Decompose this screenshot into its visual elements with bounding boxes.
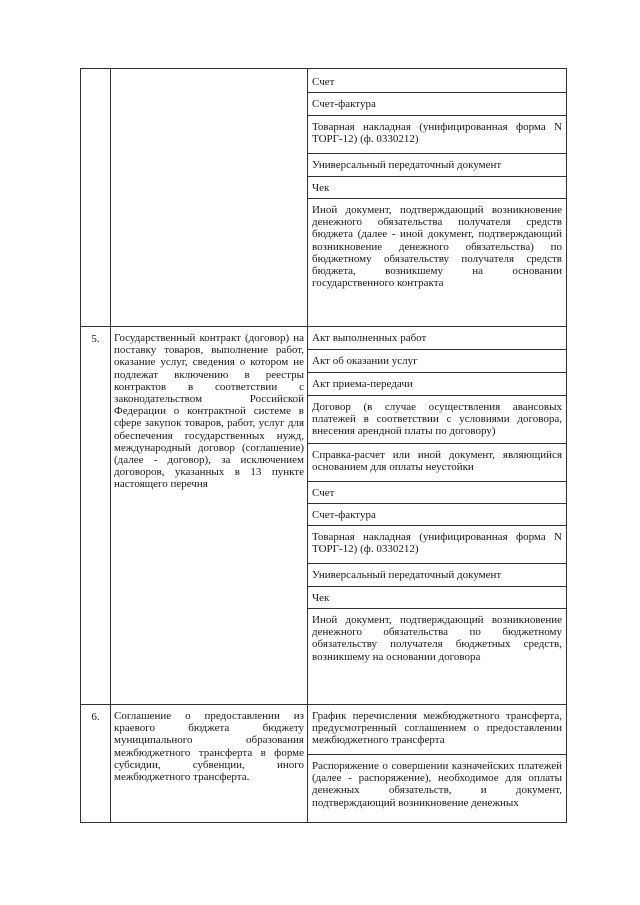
row-description: Государственный контракт (договор) на поставку товаров, выполнение работ, оказание услуг, сведения о котором не подлежат включению в реестры контрактов в соответствии с законодательством Российской Федерации о контрактной системе в сфере закупок товаров, работ, услуг для обеспечения государственных нужд, международный договор (соглашение) (далее - договор), за исключением договоров, указанных в 13 пункте настоящего перечня xyxy=(111,327,308,705)
document-item: Универсальный передаточный документ xyxy=(308,564,566,587)
table-row xyxy=(81,69,567,327)
row-description: Соглашение о предоставлении из краевого бюджета бюджету муниципального образования межбюджетного трансферта в форме субсидии, субвенции, иного межбюджетного трансферта. xyxy=(111,705,308,823)
document-item: Иной документ, подтверждающий возникновение денежного обязательства по бюджетному обязательству получателя бюджетных средств, возникшему на основании договора xyxy=(312,614,562,663)
document-item: Товарная накладная (унифицированная форма N ТОРГ-12) (ф. 0330212) xyxy=(308,526,566,564)
documents-cell xyxy=(308,327,567,705)
row-number: 5. xyxy=(81,327,111,705)
table-row xyxy=(81,705,567,823)
document-item: Чек xyxy=(308,177,566,199)
document-item: Счет xyxy=(308,482,566,504)
document-item: Счет xyxy=(308,69,566,93)
document-item: Счет-фактура xyxy=(308,504,566,526)
document-item: Универсальный передаточный документ xyxy=(308,154,566,177)
documents-cell xyxy=(308,705,567,823)
document-item: Акт выполненных работ xyxy=(308,327,566,350)
document-item: Счет-фактура xyxy=(308,93,566,116)
row-description xyxy=(111,69,308,327)
row-number: 6. xyxy=(81,705,111,823)
document-item: Распоряжение о совершении казначейских платежей (далее - распоряжение), необходимое для оплаты денежных обязательств, и документ, подтверждающий возникновение денежных xyxy=(312,760,562,809)
row-number xyxy=(81,69,111,327)
document-item: Договор (в случае осуществления авансовых платежей в соответствии с условиями договора, внесения арендной платы по договору) xyxy=(308,396,566,444)
document-item: Чек xyxy=(308,587,566,609)
document-item: Товарная накладная (унифицированная форма N ТОРГ-12) (ф. 0330212) xyxy=(308,116,566,154)
document-item: Акт приема-передачи xyxy=(308,373,566,396)
document-item: Акт об оказании услуг xyxy=(308,350,566,373)
document-item: График перечисления межбюджетного трансферта, предусмотренный соглашением о предоставлении межбюджетного трансферта xyxy=(308,705,566,755)
document-item: Справка-расчет или иной документ, являющийся основанием для оплаты неустойки xyxy=(308,444,566,482)
table-row xyxy=(81,327,567,705)
documents-table xyxy=(80,68,567,823)
document-item: Иной документ, подтверждающий возникновение денежного обязательства получателя средств бюджета (далее - иной документ, подтверждающий возникновение денежного обязательства) по бюджетному обязательству получателя средств бюджета, возникшему на основании государственного контракта xyxy=(312,204,562,290)
documents-cell xyxy=(308,69,567,327)
